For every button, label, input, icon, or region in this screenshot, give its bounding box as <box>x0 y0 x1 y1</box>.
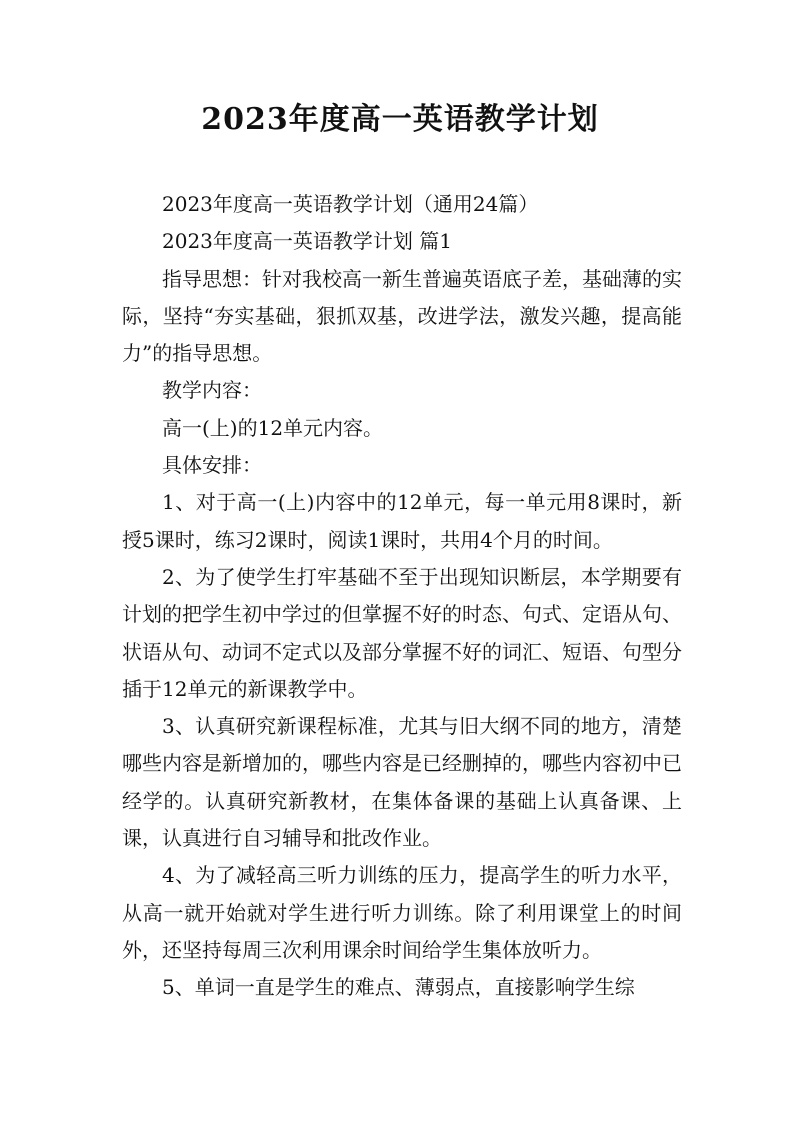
document-body <box>122 186 682 1007</box>
paragraph: 教学内容： <box>162 378 262 403</box>
paragraph: 3、认真研究新课程标准，尤其与旧大纲不同的地方，清楚哪些内容是新增加的，哪些内容是已经删掉的，哪些内容初中已经学的。认真研究新教材，在集体备课的基础上认真备课、上课，认真进行自习辅导和批改作业。 <box>122 714 682 851</box>
paragraph: 指导思想：针对我校高一新生普遍英语底子差，基础薄的实际，坚持“夯实基础，狠抓双基，改进学法，激发兴趣，提高能力”的指导思想。 <box>122 266 682 366</box>
paragraph: 2023年度高一英语教学计划 篇1 <box>162 229 452 254</box>
paragraph: 4、为了减轻高三听力训练的压力，提高学生的听力水平，从高一就开始就对学生进行听力训练。除了利用课堂上的时间外，还坚持每周三次利用课余时间给学生集体放听力。 <box>122 863 682 962</box>
paragraph: 高一(上)的12单元内容。 <box>162 415 384 440</box>
paragraph: 具体安排： <box>162 453 262 478</box>
paragraph: 1、对于高一(上)内容中的12单元，每一单元用8课时，新授5课时，练习2课时，阅读1课时，共用4个月的时间。 <box>122 490 682 552</box>
paragraph: 2、为了使学生打牢基础不至于出现知识断层，本学期要有计划的把学生初中学过的但掌握不好的时态、句式、定语从句、状语从句、动词不定式以及部分掌握不好的词汇、短语、句型分插于12单元的新课教学中。 <box>122 564 682 701</box>
document-title: 2023年度高一英语教学计划 <box>201 102 599 137</box>
paragraph: 2023年度高一英语教学计划（通用24篇） <box>162 192 539 216</box>
paragraph: 5、单词一直是学生的难点、薄弱点，直接影响学生综 <box>162 975 635 1000</box>
